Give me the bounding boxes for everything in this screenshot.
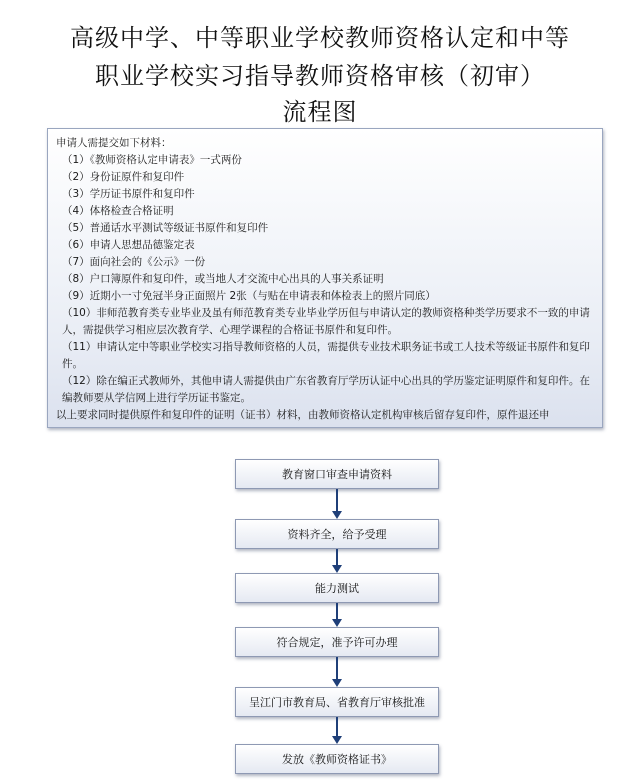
flow-step-approval: 呈江门市教育局、省教育厅审核批准 [235,687,439,717]
flow-arrow-4 [333,657,341,687]
requirement-item-1: （1）《教师资格认定申请表》一式两份 [62,154,242,166]
requirement-item-7: （7）面向社会的《公示》一份 [62,256,206,268]
diagram-title-line-3: 流程图 [282,98,358,126]
requirement-item-3: （3）学历证书原件和复印件 [62,188,195,200]
requirement-item-6: （6）申请人思想品德鉴定表 [62,239,195,251]
requirements-heading: 申请人需提交如下材料： [56,137,172,149]
requirement-item-2: （2）身份证原件和复印件 [62,171,185,183]
requirement-item-5: （5）普通话水平测试等级证书原件和复印件 [62,222,269,234]
flow-arrow-1 [333,489,341,519]
flow-step-accept: 资料齐全，给予受理 [235,519,439,549]
diagram-title-line-1: 高级中学、中等职业学校教师资格认定和中等 [70,24,570,52]
flow-arrow-5 [333,717,341,744]
flow-arrow-3 [333,603,341,627]
diagram-title-line-2: 职业学校实习指导教师资格审核（初审） [95,62,545,90]
flow-step-permit: 符合规定，准予许可办理 [235,627,439,657]
requirement-item-12: （12）除在编正式教师外，其他申请人需提供由广东省教育厅学历认证中心出具的学历鉴定证明原件和复印件。在编教师要从学信网上进行学历证书鉴定。 [62,375,590,404]
requirement-item-9: （9）近期小一寸免冠半身正面照片 2张（与贴在申请表和体检表上的照片同底） [62,290,436,302]
flow-step-ability-test: 能力测试 [235,573,439,603]
requirements-footer: 以上要求同时提供原件和复印件的证明（证书）材料，由教师资格认定机构审核后留存复印件，原件退还申 [56,409,550,421]
requirement-item-8: （8）户口簿原件和复印件，或当地人才交流中心出具的人事关系证明 [62,273,384,285]
requirements-box [47,128,603,428]
requirement-item-4: （4）体格检查合格证明 [62,205,174,217]
requirement-item-11: （11）申请认定中等职业学校实习指导教师资格的人员，需提供专业技术职务证书或工人技术等级证书原件和复印件。 [62,341,590,370]
flow-arrow-2 [333,549,341,573]
flow-step-review-materials: 教育窗口审查申请资料 [235,459,439,489]
requirement-item-10: （10）非师范教育类专业毕业及虽有师范教育类专业毕业学历但与申请认定的教师资格种类学历要求不一致的申请人，需提供学习相应层次教育学、心理学课程的合格证书原件和复印件。 [62,307,590,336]
flow-step-issue-certificate: 发放《教师资格证书》 [235,744,439,774]
